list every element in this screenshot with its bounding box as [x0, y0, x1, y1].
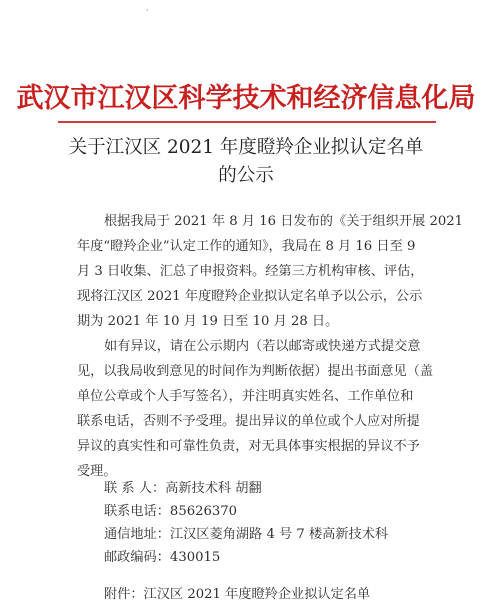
body-line: 单位公章或个人手写签名），并注明真实姓名、工作单位和: [77, 389, 414, 404]
body-line: 月 3 日收集、汇总了申报资料。经第三方机构审核、评估，: [77, 264, 424, 279]
notice-title-line-2: 的公示: [218, 165, 274, 186]
body-line: 期为 2021 年 10 月 19 日至 10 月 28 日。: [77, 314, 339, 329]
body-line: 根据我局于 2021 年 8 月 16 日发布的《关于组织开展 2021: [104, 214, 464, 229]
body-line: 异议的真实性和可靠性负责，对无具体事实根据的异议不予: [77, 439, 420, 454]
body-line: 如有异议，请在公示期内（若以邮寄或快递方式提交意: [104, 339, 421, 354]
body-line: 年度“瞪羚企业”认定工作的通知》，我局在 8 月 16 日至 9: [77, 239, 416, 254]
notice-title-line-1: 关于江汉区 2021 年度瞪羚企业拟认定名单: [68, 137, 424, 158]
body-line: 受理。: [77, 464, 117, 479]
header-divider: [58, 121, 436, 123]
scan-mark: ·: [146, 6, 149, 15]
contact-phone: 联系电话：85626370: [104, 504, 238, 519]
body-line: 联系电话，否则不予受理。提出异议的单位或个人应对所提: [77, 414, 420, 429]
body-line: 见，以我局收到意见的时间作为判断依据）提出书面意见（盖: [77, 364, 434, 379]
contact-person: 联 系 人：高新技术科 胡翻: [104, 481, 262, 496]
issuer-header: 武汉市江汉区科学技术和经济信息化局: [16, 83, 476, 114]
contact-postcode: 邮政编码：430015: [104, 550, 221, 565]
contact-address: 通信地址：江汉区菱角湖路 4 号 7 楼高新技术科: [104, 527, 389, 542]
body-line: 现将江汉区 2021 年度瞪羚企业拟认定名单予以公示，公示: [77, 289, 423, 304]
attachment-note: 附件：江汉区 2021 年度瞪羚企业拟认定名单: [104, 587, 371, 602]
